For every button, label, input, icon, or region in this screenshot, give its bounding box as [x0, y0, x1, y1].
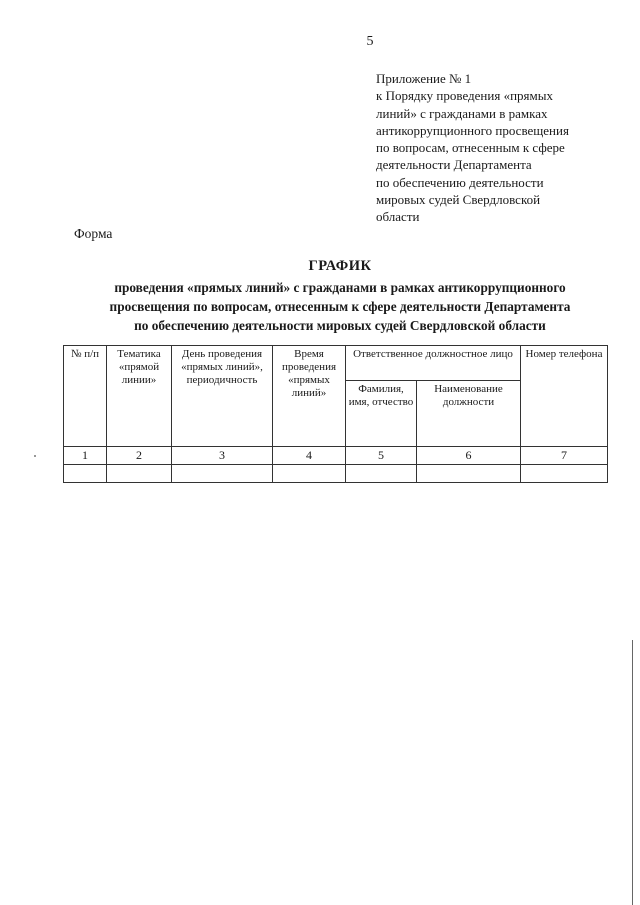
column-number: 7 — [521, 447, 608, 465]
empty-cell — [273, 465, 346, 483]
schedule-table — [63, 345, 608, 483]
header-phone: Номер телефона — [521, 346, 608, 447]
empty-cell — [346, 465, 417, 483]
appendix-line: антикоррупционного просвещения — [376, 122, 569, 138]
page-number: 5 — [366, 34, 374, 49]
empty-cell — [64, 465, 107, 483]
document-subtitle — [60, 278, 620, 335]
column-number: 4 — [273, 447, 346, 465]
document-title: ГРАФИК — [308, 258, 372, 274]
header-name: Фамилия, имя, отчество — [346, 381, 417, 447]
column-number: 5 — [346, 447, 417, 465]
appendix-line: деятельности Департамента — [376, 157, 532, 173]
appendix-line: мировых судей Свердловской — [376, 192, 541, 208]
subtitle-line: проведения «прямых линий» с гражданами в рамках антикоррупционного — [114, 280, 566, 295]
form-label: Форма — [74, 226, 113, 241]
column-number: 2 — [107, 447, 172, 465]
appendix-line: линий» с гражданами в рамках — [376, 105, 548, 121]
column-number: 6 — [417, 447, 521, 465]
subtitle-line: по обеспечению деятельности мировых судей Свердловской области — [134, 318, 546, 333]
empty-cell — [417, 465, 521, 483]
empty-cell — [172, 465, 273, 483]
empty-cell — [107, 465, 172, 483]
scan-edge-line — [632, 640, 633, 905]
appendix-line: по вопросам, отнесенным к сфере — [376, 140, 565, 156]
scan-speck — [34, 455, 36, 457]
column-number-row — [64, 447, 608, 465]
appendix-line: к Порядку проведения «прямых — [376, 88, 553, 104]
column-number: 3 — [172, 447, 273, 465]
header-responsible: Ответственное должностное лицо — [346, 346, 521, 381]
header-position: Наименование должности — [417, 381, 521, 447]
header-num: № п/п — [64, 346, 107, 447]
appendix-block — [376, 70, 626, 226]
header-time: Время проведения «прямых линий» — [273, 346, 346, 447]
appendix-line: области — [376, 209, 420, 225]
subtitle-line: просвещения по вопросам, отнесенным к сфере деятельности Департамента — [109, 299, 571, 314]
header-day: День проведения «прямых линий», периодичность — [172, 346, 273, 447]
header-topic: Тематика «прямой линии» — [107, 346, 172, 447]
empty-cell — [521, 465, 608, 483]
appendix-line: по обеспечению деятельности — [376, 174, 544, 190]
column-number: 1 — [64, 447, 107, 465]
appendix-line: Приложение № 1 — [376, 71, 472, 86]
empty-data-row — [64, 465, 608, 483]
